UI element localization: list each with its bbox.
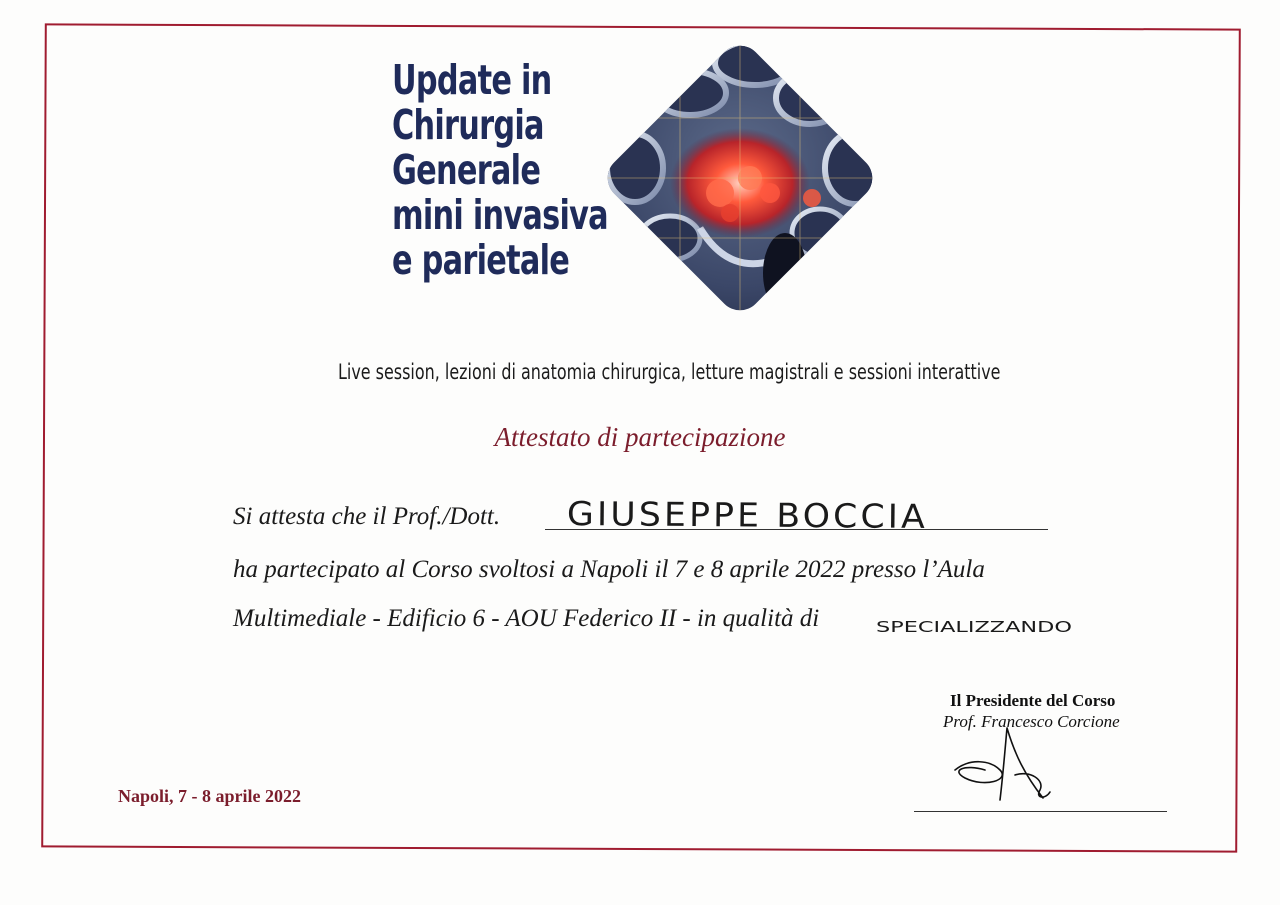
attestation-line-2: ha partecipato al Corso svoltosi a Napoli il 7 e 8 aprile 2022 presso l’Aula	[233, 556, 985, 583]
participant-last-name: BOCCIA	[776, 495, 929, 536]
qualification-value: SPECIALIZZANDO	[876, 618, 1072, 636]
event-subtitle: Live session, lezioni di anatomia chirurgica, letture magistrali e sessioni interattive	[338, 360, 1001, 384]
qualification-handwriting	[876, 612, 1076, 640]
signature-line	[914, 811, 1167, 812]
participant-name	[567, 494, 928, 536]
event-title-line-4: mini invasiva	[392, 191, 608, 239]
attestation-line-3: Multimediale - Edificio 6 - AOU Federico II - in qualità di	[233, 605, 820, 632]
participant-first-name: GIUSEPPE	[566, 494, 763, 535]
anatomy-diamond-logo-icon	[580, 18, 900, 338]
event-title-line-3: Generale	[392, 146, 541, 194]
signatory-name: Prof. Francesco Corcione	[943, 712, 1120, 731]
event-title-line-1: Update in	[392, 56, 552, 104]
event-title-line-5: e parietale	[392, 236, 570, 284]
signature-icon	[945, 720, 1065, 810]
attestation-line-1: Si attesta che il Prof./Dott.	[233, 503, 501, 530]
place-and-date: Napoli, 7 - 8 aprile 2022	[118, 786, 301, 806]
signatory-title: Il Presidente del Corso	[950, 691, 1116, 710]
certificate-heading: Attestato di partecipazione	[494, 422, 786, 452]
event-title-line-2: Chirurgia	[392, 101, 544, 149]
